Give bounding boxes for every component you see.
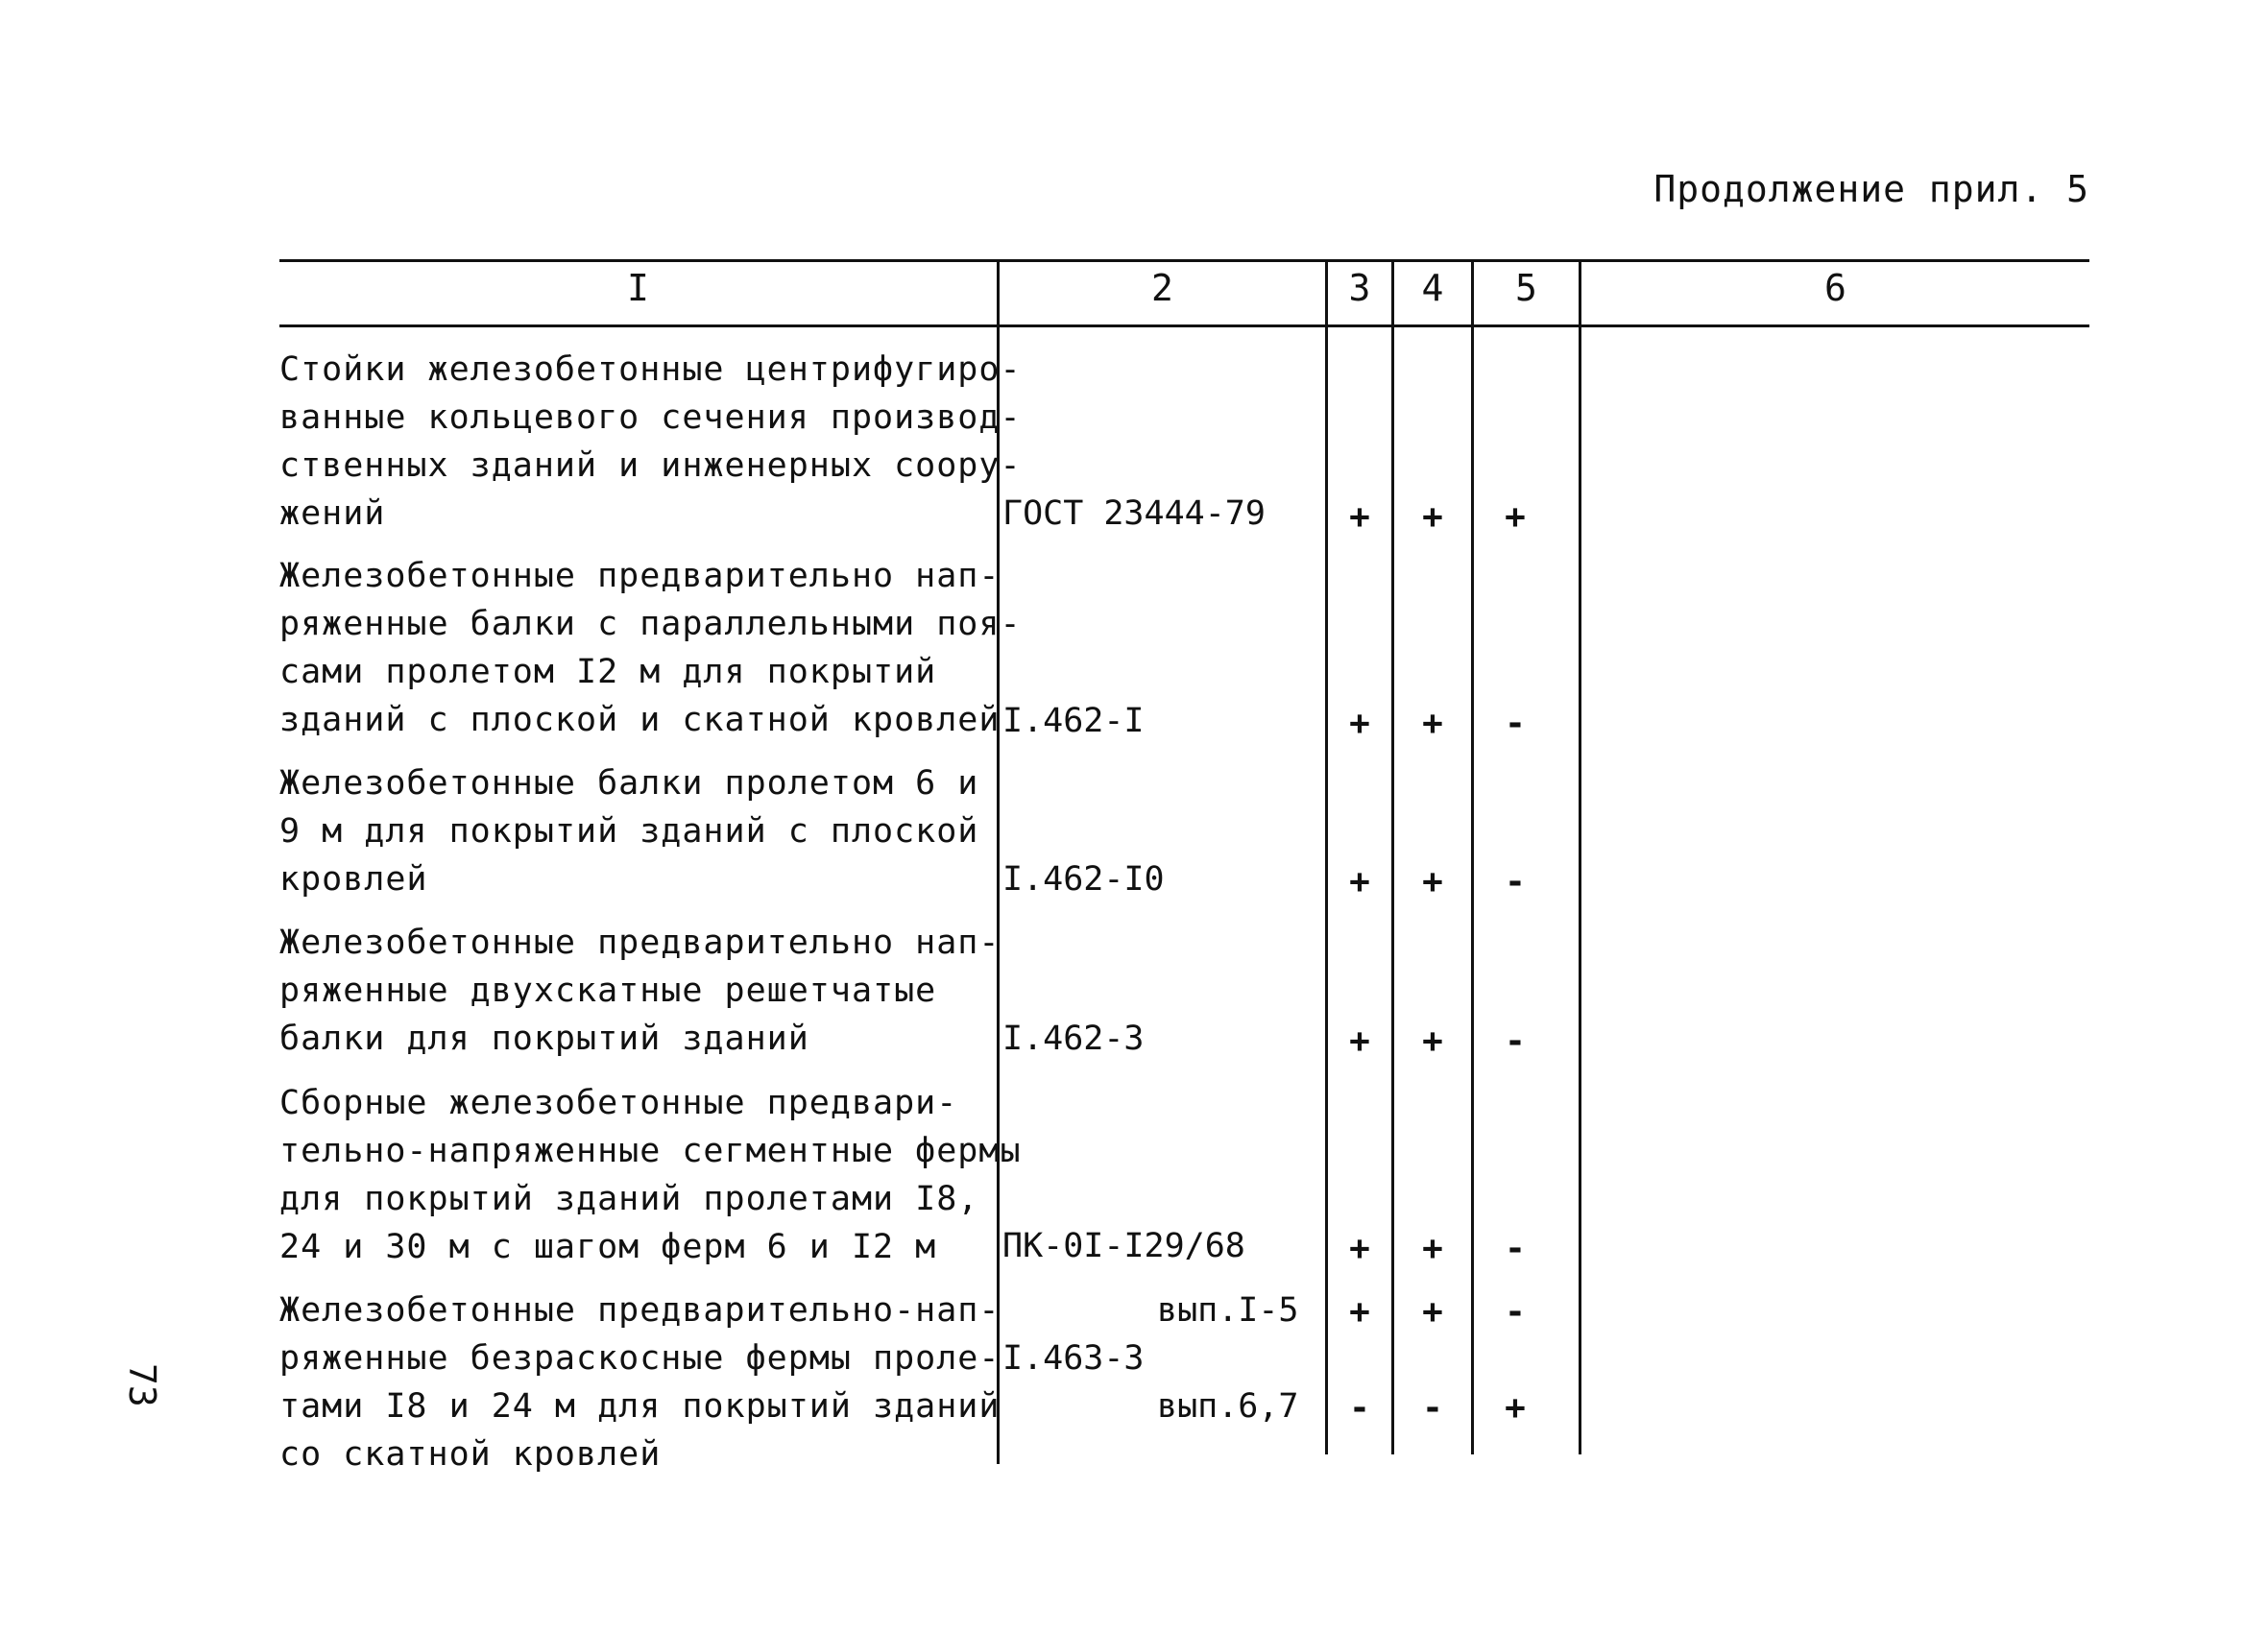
row-3-code: I.462-I0: [1002, 860, 1165, 899]
row-4-code: I.462-3: [1002, 1020, 1145, 1058]
row-6-subissue-1: вып.I-5: [1157, 1291, 1299, 1330]
row-4-col5-mark: -: [1505, 1021, 1526, 1061]
row-2-col4-mark: +: [1422, 704, 1443, 743]
row-6-description: Железобетонные предварительно-нап- ряженные безраскосные фермы проле- тами I8 и 24 м для покрытий зданий со скатной кровлей: [279, 1291, 1001, 1474]
header-col-5: 5: [1515, 267, 1537, 309]
row-5-col4-mark: +: [1422, 1229, 1443, 1268]
row-2-code: I.462-I: [1002, 702, 1145, 740]
row-5-col5-mark: -: [1505, 1229, 1526, 1268]
header-col-4: 4: [1421, 267, 1444, 309]
column-divider-4: [1471, 259, 1474, 1454]
table-header-rule: [279, 324, 2089, 327]
header-col-1: I: [627, 267, 649, 309]
table-top-rule: [279, 259, 2089, 262]
row-1-col3-mark: +: [1349, 497, 1370, 537]
row-6b-col3-mark: -: [1349, 1388, 1370, 1428]
header-col-6: 6: [1824, 267, 1846, 309]
row-5-col3-mark: +: [1349, 1229, 1370, 1268]
page-number: 73: [121, 1363, 163, 1407]
row-3-col4-mark: +: [1422, 862, 1443, 901]
row-6a-col5-mark: -: [1505, 1292, 1526, 1332]
row-2-description: Железобетонные предварительно нап- ряженные балки с параллельными поя- сами пролетом I2 м для покрытий зданий с плоской и скатной кровлей: [279, 557, 1022, 739]
row-2-col5-mark: -: [1505, 704, 1526, 743]
row-5-description: Сборные железобетонные предвари- тельно-напряженные сегментные фермы для покрытий зданий пролетами I8, 24 и 30 м с шагом ферм 6 и I2 м: [279, 1084, 1022, 1266]
row-6-code: I.463-3: [1002, 1339, 1145, 1378]
row-4-col3-mark: +: [1349, 1021, 1370, 1061]
row-1-col4-mark: +: [1422, 497, 1443, 537]
row-3-col5-mark: -: [1505, 862, 1526, 901]
row-6b-col4-mark: -: [1422, 1388, 1443, 1428]
continuation-caption: Продолжение прил. 5: [1653, 168, 2089, 210]
column-divider-2: [1325, 259, 1328, 1454]
row-6b-col5-mark: +: [1505, 1388, 1526, 1428]
row-1-description: Стойки железобетонные центрифугиро- ванные кольцевого сечения производ- ственных зданий и инженерных соору- жений: [279, 350, 1022, 533]
row-6-subissue-2: вып.6,7: [1157, 1387, 1299, 1426]
row-1-col5-mark: +: [1505, 497, 1526, 537]
row-6a-col4-mark: +: [1422, 1292, 1443, 1332]
row-5-code: ПК-0I-I29/68: [1002, 1227, 1245, 1265]
header-col-2: 2: [1151, 267, 1173, 309]
column-divider-3: [1391, 259, 1394, 1454]
row-6a-col3-mark: +: [1349, 1292, 1370, 1332]
row-4-col4-mark: +: [1422, 1021, 1443, 1061]
row-4-description: Железобетонные предварительно нап- ряженные двухскатные решетчатые балки для покрытий зданий: [279, 924, 1001, 1058]
row-2-col3-mark: +: [1349, 704, 1370, 743]
column-divider-5: [1579, 259, 1581, 1454]
row-3-description: Железобетонные балки пролетом 6 и 9 м для покрытий зданий с плоской кровлей: [279, 764, 979, 899]
row-3-col3-mark: +: [1349, 862, 1370, 901]
header-col-3: 3: [1348, 267, 1371, 309]
row-1-code: ГОСТ 23444-79: [1002, 494, 1266, 533]
